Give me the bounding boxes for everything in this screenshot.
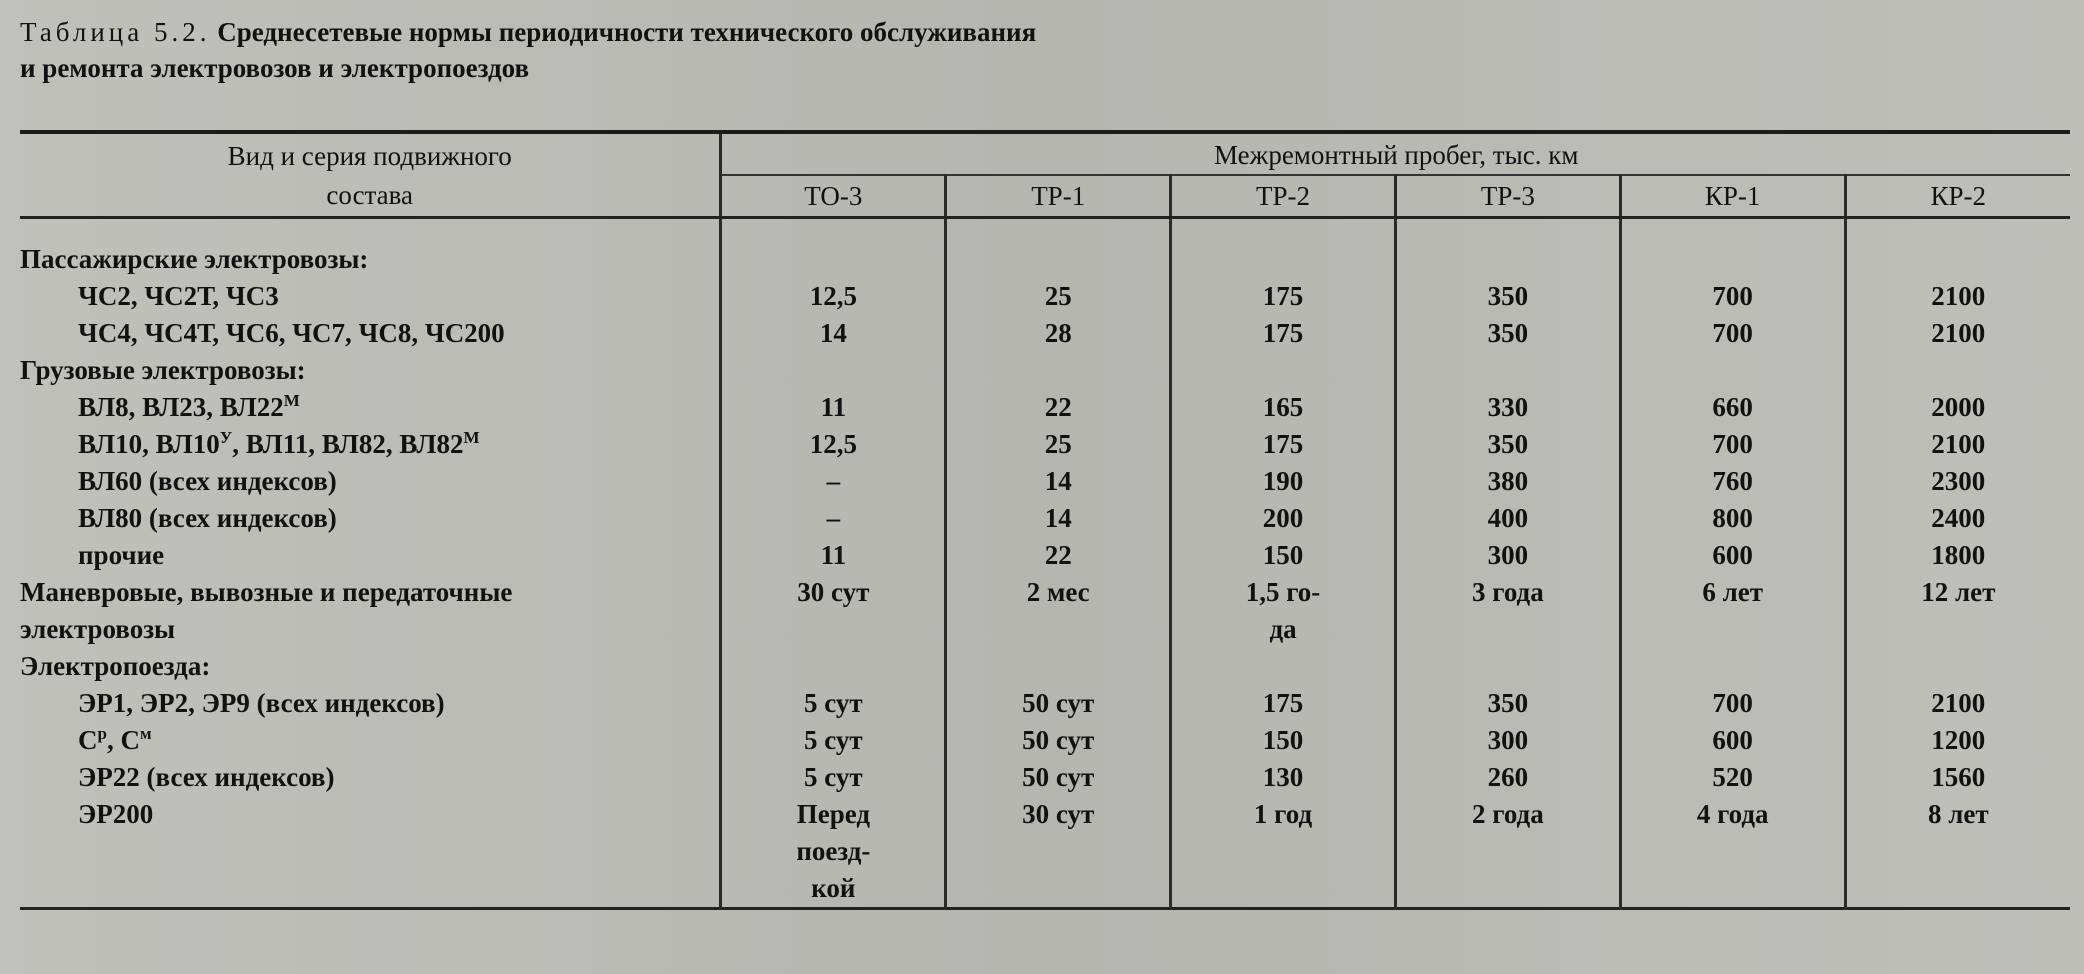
value-text: 25 — [1044, 281, 1072, 311]
value-text: 175 — [1262, 318, 1304, 348]
value-text: 1,5 го- — [1245, 577, 1321, 607]
value-text: 12,5 — [809, 281, 857, 311]
row-value — [1845, 648, 2070, 685]
row-label — [20, 685, 721, 722]
value-text: 520 — [1712, 762, 1753, 792]
value-text: 150 — [1262, 540, 1304, 570]
header-col-kr2: КР-2 — [1845, 175, 2070, 218]
row-value — [1395, 574, 1620, 648]
row-value — [1395, 722, 1620, 759]
row-value — [1620, 389, 1845, 426]
row-label — [20, 315, 721, 352]
row-value — [1620, 685, 1845, 722]
value-text-continuation: поезд- — [796, 836, 871, 866]
value-text: 50 сут — [1022, 688, 1095, 718]
row-value — [1171, 685, 1396, 722]
row-value — [1395, 426, 1620, 463]
row-value — [721, 648, 946, 685]
value-text: 350 — [1487, 688, 1529, 718]
row-value — [946, 500, 1171, 537]
row-label — [20, 648, 721, 685]
row-value — [1620, 500, 1845, 537]
value-text: 11 — [820, 392, 847, 422]
row-value — [1171, 241, 1396, 278]
value-text: 2 мес — [1026, 577, 1090, 607]
row-value — [946, 352, 1171, 389]
row-label — [20, 796, 721, 909]
value-text: 5 сут — [804, 688, 863, 718]
row-label-text: ВЛ80 (всех индексов) — [78, 503, 337, 533]
row-label-text: Пассажирские электровозы: — [20, 244, 369, 274]
row-value — [1845, 241, 2070, 278]
table-row — [20, 426, 2070, 463]
row-value — [721, 389, 946, 426]
value-text: 2100 — [1931, 429, 1986, 459]
value-text: 1 год — [1253, 799, 1313, 829]
row-value — [1620, 463, 1845, 500]
table-row — [20, 759, 2070, 796]
value-text: 600 — [1712, 725, 1753, 755]
row-label-text: Маневровые, вывозные и передаточные — [20, 577, 513, 607]
row-label — [20, 426, 721, 463]
value-text: – — [826, 503, 841, 533]
value-text: 22 — [1044, 392, 1072, 422]
row-value — [1395, 315, 1620, 352]
header-col-tr3: ТР-3 — [1395, 175, 1620, 218]
row-value — [1395, 278, 1620, 315]
value-text: 1200 — [1931, 725, 1986, 755]
row-value — [1845, 278, 2070, 315]
row-label — [20, 759, 721, 796]
value-text: 50 сут — [1022, 725, 1095, 755]
value-text: 6 лет — [1702, 577, 1763, 607]
row-value — [1171, 315, 1396, 352]
table-row — [20, 537, 2070, 574]
row-label-text: ВЛ10, ВЛ10 — [78, 429, 220, 459]
row-value — [1171, 722, 1396, 759]
row-value — [1845, 537, 2070, 574]
value-text: 260 — [1487, 762, 1529, 792]
row-label-tail: , С — [106, 725, 140, 755]
row-value — [946, 463, 1171, 500]
row-value — [1171, 574, 1396, 648]
table-row — [20, 352, 2070, 389]
row-value — [1395, 648, 1620, 685]
row-value — [1620, 722, 1845, 759]
value-text: 200 — [1262, 503, 1304, 533]
value-text: 400 — [1487, 503, 1529, 533]
row-value — [1845, 352, 2070, 389]
row-label — [20, 463, 721, 500]
row-label-text: ЧС4, ЧС4Т, ЧС6, ЧС7, ЧС8, ЧС200 — [78, 318, 505, 348]
row-label-superscript: М — [463, 428, 480, 447]
row-value — [1171, 463, 1396, 500]
value-text: 350 — [1487, 281, 1529, 311]
value-text: 25 — [1044, 429, 1072, 459]
table-row — [20, 278, 2070, 315]
row-value — [1395, 389, 1620, 426]
row-label-text: ЭР1, ЭР2, ЭР9 (всех индексов) — [78, 688, 445, 718]
row-label-text: Электропоезда: — [20, 651, 211, 681]
row-value — [1845, 389, 2070, 426]
value-text: 300 — [1487, 540, 1529, 570]
row-value — [1171, 759, 1396, 796]
value-text-continuation: да — [1269, 614, 1297, 644]
row-label-text: ЧС2, ЧС2Т, ЧС3 — [78, 281, 279, 311]
value-text: 130 — [1262, 762, 1304, 792]
row-value — [721, 574, 946, 648]
header-col-tr2: ТР-2 — [1171, 175, 1396, 218]
value-text: 2100 — [1931, 318, 1986, 348]
row-value — [721, 463, 946, 500]
value-text: 175 — [1262, 281, 1304, 311]
row-value — [1845, 685, 2070, 722]
value-text: 700 — [1712, 281, 1753, 311]
row-label-text: прочие — [78, 540, 165, 570]
value-text: 3 года — [1471, 577, 1544, 607]
row-value — [721, 315, 946, 352]
row-value — [946, 796, 1171, 909]
row-value — [946, 389, 1171, 426]
table-row — [20, 796, 2070, 909]
value-text: 22 — [1044, 540, 1072, 570]
value-text: 5 сут — [804, 762, 863, 792]
row-label-superscript: У — [219, 428, 233, 447]
header-group-mileage: Межремонтный пробег, тыс. км — [721, 134, 2070, 175]
value-text: Перед — [796, 799, 871, 829]
row-value — [1395, 685, 1620, 722]
value-text: 150 — [1262, 725, 1304, 755]
row-label-superscript: м — [139, 724, 152, 743]
row-value — [946, 759, 1171, 796]
row-value — [946, 685, 1171, 722]
value-text-continuation: кой — [811, 873, 856, 903]
row-label-text: ВЛ8, ВЛ23, ВЛ22 — [78, 392, 284, 422]
row-value — [721, 759, 946, 796]
row-value — [721, 537, 946, 574]
maintenance-norms-table — [20, 130, 2070, 910]
row-value — [946, 574, 1171, 648]
row-value — [946, 241, 1171, 278]
table-row — [20, 574, 2070, 648]
row-label — [20, 574, 721, 648]
row-value — [1620, 759, 1845, 796]
table-row — [20, 241, 2070, 278]
value-text: 28 — [1044, 318, 1072, 348]
row-value — [946, 648, 1171, 685]
row-value — [721, 352, 946, 389]
row-label-superscript: р — [97, 724, 107, 743]
row-value — [1845, 500, 2070, 537]
header-col-tr1: ТР-1 — [946, 175, 1171, 218]
value-text: 700 — [1712, 429, 1753, 459]
row-label — [20, 278, 721, 315]
value-text: 190 — [1262, 466, 1304, 496]
value-text: 14 — [1044, 466, 1072, 496]
value-text: 11 — [820, 540, 847, 570]
row-label — [20, 500, 721, 537]
row-value — [946, 722, 1171, 759]
table-title-line1: Среднесетевые нормы периодичности технического обслуживания — [217, 17, 1037, 47]
table-row — [20, 648, 2070, 685]
row-label — [20, 389, 721, 426]
value-text: 350 — [1487, 429, 1529, 459]
row-value — [1845, 759, 2070, 796]
header-col-kr1: КР-1 — [1620, 175, 1845, 218]
value-text: 1800 — [1931, 540, 1986, 570]
row-value — [1171, 648, 1396, 685]
table-label: Таблица 5.2. — [20, 17, 211, 47]
value-text: 8 лет — [1927, 799, 1989, 829]
row-value — [1845, 315, 2070, 352]
value-text: 30 сут — [1022, 799, 1095, 829]
row-value — [1620, 315, 1845, 352]
row-label — [20, 241, 721, 278]
value-text: 14 — [819, 318, 847, 348]
row-label — [20, 537, 721, 574]
row-value — [721, 500, 946, 537]
row-value — [1395, 241, 1620, 278]
row-value — [721, 426, 946, 463]
row-label-superscript: М — [283, 391, 300, 410]
header-col-to3: ТО-3 — [721, 175, 946, 218]
row-value — [946, 315, 1171, 352]
table-row — [20, 463, 2070, 500]
row-value — [1395, 463, 1620, 500]
row-value — [1620, 241, 1845, 278]
value-text: 12 лет — [1921, 577, 1996, 607]
value-text: 300 — [1487, 725, 1529, 755]
row-label-tail: , ВЛ11, ВЛ82, ВЛ82 — [232, 429, 464, 459]
value-text: 350 — [1487, 318, 1529, 348]
table-row — [20, 389, 2070, 426]
value-text: 2100 — [1931, 281, 1986, 311]
table-row — [20, 722, 2070, 759]
row-value — [1845, 722, 2070, 759]
row-label — [20, 352, 721, 389]
value-text: 1560 — [1931, 762, 1986, 792]
value-text: 330 — [1487, 392, 1529, 422]
row-value — [1620, 278, 1845, 315]
row-value — [1395, 352, 1620, 389]
header-stock-line1: Вид и серия подвижного — [227, 141, 512, 171]
value-text: 14 — [1044, 503, 1072, 533]
value-text: 2100 — [1931, 688, 1986, 718]
value-text: 2300 — [1931, 466, 1986, 496]
row-value — [1620, 574, 1845, 648]
value-text: 4 года — [1696, 799, 1769, 829]
row-value — [1395, 537, 1620, 574]
row-value — [1845, 574, 2070, 648]
row-value — [1845, 463, 2070, 500]
table-title-line2: и ремонта электровозов и электропоездов — [20, 53, 530, 83]
value-text: 12,5 — [809, 429, 857, 459]
row-value — [1845, 426, 2070, 463]
row-value — [946, 278, 1171, 315]
value-text: 2400 — [1931, 503, 1986, 533]
table-row — [20, 500, 2070, 537]
row-value — [721, 241, 946, 278]
row-value — [1620, 426, 1845, 463]
value-text: 660 — [1712, 392, 1753, 422]
row-value — [1395, 759, 1620, 796]
row-value — [1171, 537, 1396, 574]
row-value — [1171, 389, 1396, 426]
row-label-text: Грузовые электровозы: — [20, 355, 306, 385]
value-text: 2000 — [1931, 392, 1986, 422]
value-text: 5 сут — [804, 725, 863, 755]
row-label-text: С — [78, 725, 98, 755]
value-text: 380 — [1487, 466, 1529, 496]
row-value — [721, 685, 946, 722]
row-value — [1171, 426, 1396, 463]
value-text: 2 года — [1471, 799, 1544, 829]
row-value — [1620, 537, 1845, 574]
row-value — [1395, 500, 1620, 537]
value-text: 700 — [1712, 688, 1753, 718]
row-value — [1395, 796, 1620, 909]
value-text: 165 — [1262, 392, 1304, 422]
row-label-text: ЭР200 — [78, 799, 154, 829]
value-text: 760 — [1712, 466, 1753, 496]
value-text: 800 — [1712, 503, 1753, 533]
value-text: 50 сут — [1022, 762, 1095, 792]
row-value — [1171, 500, 1396, 537]
table-row — [20, 315, 2070, 352]
row-value — [1171, 352, 1396, 389]
row-label-text: ВЛ60 (всех индексов) — [78, 466, 337, 496]
row-value — [1620, 796, 1845, 909]
row-value — [946, 537, 1171, 574]
row-value — [721, 278, 946, 315]
table-caption — [20, 14, 1036, 86]
value-text: 700 — [1712, 318, 1753, 348]
header-stock-line2: состава — [20, 175, 721, 218]
table-row — [20, 685, 2070, 722]
value-text: 175 — [1262, 688, 1304, 718]
row-value — [721, 722, 946, 759]
row-label-text: ЭР22 (всех индексов) — [78, 762, 335, 792]
row-value — [946, 426, 1171, 463]
row-value — [1171, 796, 1396, 909]
value-text: 175 — [1262, 429, 1304, 459]
row-label-line2: электровозы — [20, 614, 176, 644]
value-text: 600 — [1712, 540, 1753, 570]
row-value — [1171, 278, 1396, 315]
row-value — [1845, 796, 2070, 909]
row-label — [20, 722, 721, 759]
row-value — [721, 796, 946, 909]
row-value — [1620, 648, 1845, 685]
row-value — [1620, 352, 1845, 389]
value-text: 30 сут — [797, 577, 870, 607]
value-text: – — [826, 466, 841, 496]
